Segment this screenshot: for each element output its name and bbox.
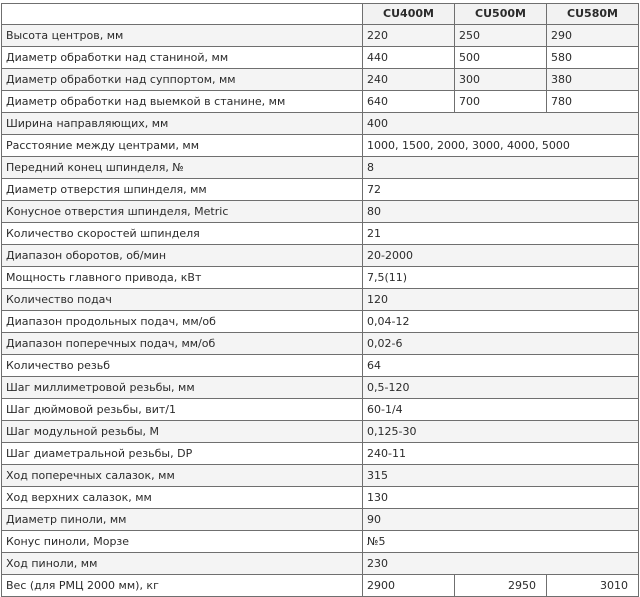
cell-value: 500 [455,47,547,69]
cell-value-shared: 130 [363,487,639,509]
cell-value: 440 [363,47,455,69]
specifications-table [1,3,639,597]
table-row [2,553,639,575]
row-label: Высота центров, мм [2,25,363,47]
row-label: Ход верхних салазок, мм [2,487,363,509]
table-row [2,399,639,421]
cell-value: 640 [363,91,455,113]
header-blank-cell [2,4,363,25]
cell-value-shared: 240-11 [363,443,639,465]
cell-value-shared: 7,5(11) [363,267,639,289]
table-row [2,509,639,531]
table-row [2,223,639,245]
row-label: Диапазон поперечных подач, мм/об [2,333,363,355]
row-label: Вес (для РМЦ 2000 мм), кг [2,575,363,597]
table-row [2,443,639,465]
table-row [2,91,639,113]
table-row [2,333,639,355]
row-label: Ход пиноли, мм [2,553,363,575]
table-row [2,289,639,311]
cell-value-shared: 400 [363,113,639,135]
table-row [2,201,639,223]
cell-value-shared: №5 [363,531,639,553]
row-label: Передний конец шпинделя, № [2,157,363,179]
row-label: Количество скоростей шпинделя [2,223,363,245]
table-row [2,267,639,289]
table-row [2,69,639,91]
row-label: Диаметр обработки над суппортом, мм [2,69,363,91]
cell-value: 700 [455,91,547,113]
row-label: Диаметр обработки над выемкой в станине, мм [2,91,363,113]
cell-value: 580 [547,47,639,69]
cell-value-shared: 0,02-6 [363,333,639,355]
cell-value-shared: 1000, 1500, 2000, 3000, 4000, 5000 [363,135,639,157]
cell-value-shared: 230 [363,553,639,575]
cell-value-shared: 64 [363,355,639,377]
cell-value: 220 [363,25,455,47]
cell-value-shared: 120 [363,289,639,311]
specifications-body [2,25,639,597]
cell-value-shared: 72 [363,179,639,201]
row-label: Диаметр пиноли, мм [2,509,363,531]
table-row [2,113,639,135]
cell-value: 2950 [455,575,547,597]
table-row [2,311,639,333]
table-row [2,487,639,509]
cell-value: 290 [547,25,639,47]
header-row [2,4,639,25]
table-row [2,179,639,201]
cell-value-shared: 60-1/4 [363,399,639,421]
row-label: Расстояние между центрами, мм [2,135,363,157]
row-label: Ширина направляющих, мм [2,113,363,135]
cell-value-shared: 315 [363,465,639,487]
model-header-cu500m: CU500M [455,4,547,25]
table-row [2,465,639,487]
row-label: Конусное отверстия шпинделя, Metric [2,201,363,223]
table-row [2,157,639,179]
cell-value: 3010 [547,575,639,597]
model-header-cu580m: CU580M [547,4,639,25]
cell-value: 780 [547,91,639,113]
row-label: Количество подач [2,289,363,311]
cell-value-shared: 21 [363,223,639,245]
table-row [2,421,639,443]
row-label: Диапазон оборотов, об/мин [2,245,363,267]
cell-value-shared: 80 [363,201,639,223]
cell-value-shared: 0,5-120 [363,377,639,399]
row-label: Шаг дюймовой резьбы, вит/1 [2,399,363,421]
row-label: Диаметр обработки над станиной, мм [2,47,363,69]
cell-value-shared: 0,125-30 [363,421,639,443]
row-label: Диаметр отверстия шпинделя, мм [2,179,363,201]
table-row [2,355,639,377]
cell-value-shared: 20-2000 [363,245,639,267]
row-label: Шаг миллиметровой резьбы, мм [2,377,363,399]
row-label: Мощность главного привода, кВт [2,267,363,289]
row-label: Шаг диаметральной резьбы, DP [2,443,363,465]
row-label: Ход поперечных салазок, мм [2,465,363,487]
table-row [2,135,639,157]
cell-value: 380 [547,69,639,91]
cell-value: 300 [455,69,547,91]
cell-value-shared: 90 [363,509,639,531]
cell-value-shared: 0,04-12 [363,311,639,333]
row-label: Шаг модульной резьбы, М [2,421,363,443]
cell-value: 2900 [363,575,455,597]
cell-value: 240 [363,69,455,91]
row-label: Конус пиноли, Морзе [2,531,363,553]
table-row [2,245,639,267]
table-row [2,25,639,47]
model-header-cu400m: CU400M [363,4,455,25]
table-row [2,47,639,69]
cell-value: 250 [455,25,547,47]
row-label: Диапазон продольных подач, мм/об [2,311,363,333]
table-row [2,575,639,597]
table-row [2,531,639,553]
cell-value-shared: 8 [363,157,639,179]
row-label: Количество резьб [2,355,363,377]
table-row [2,377,639,399]
